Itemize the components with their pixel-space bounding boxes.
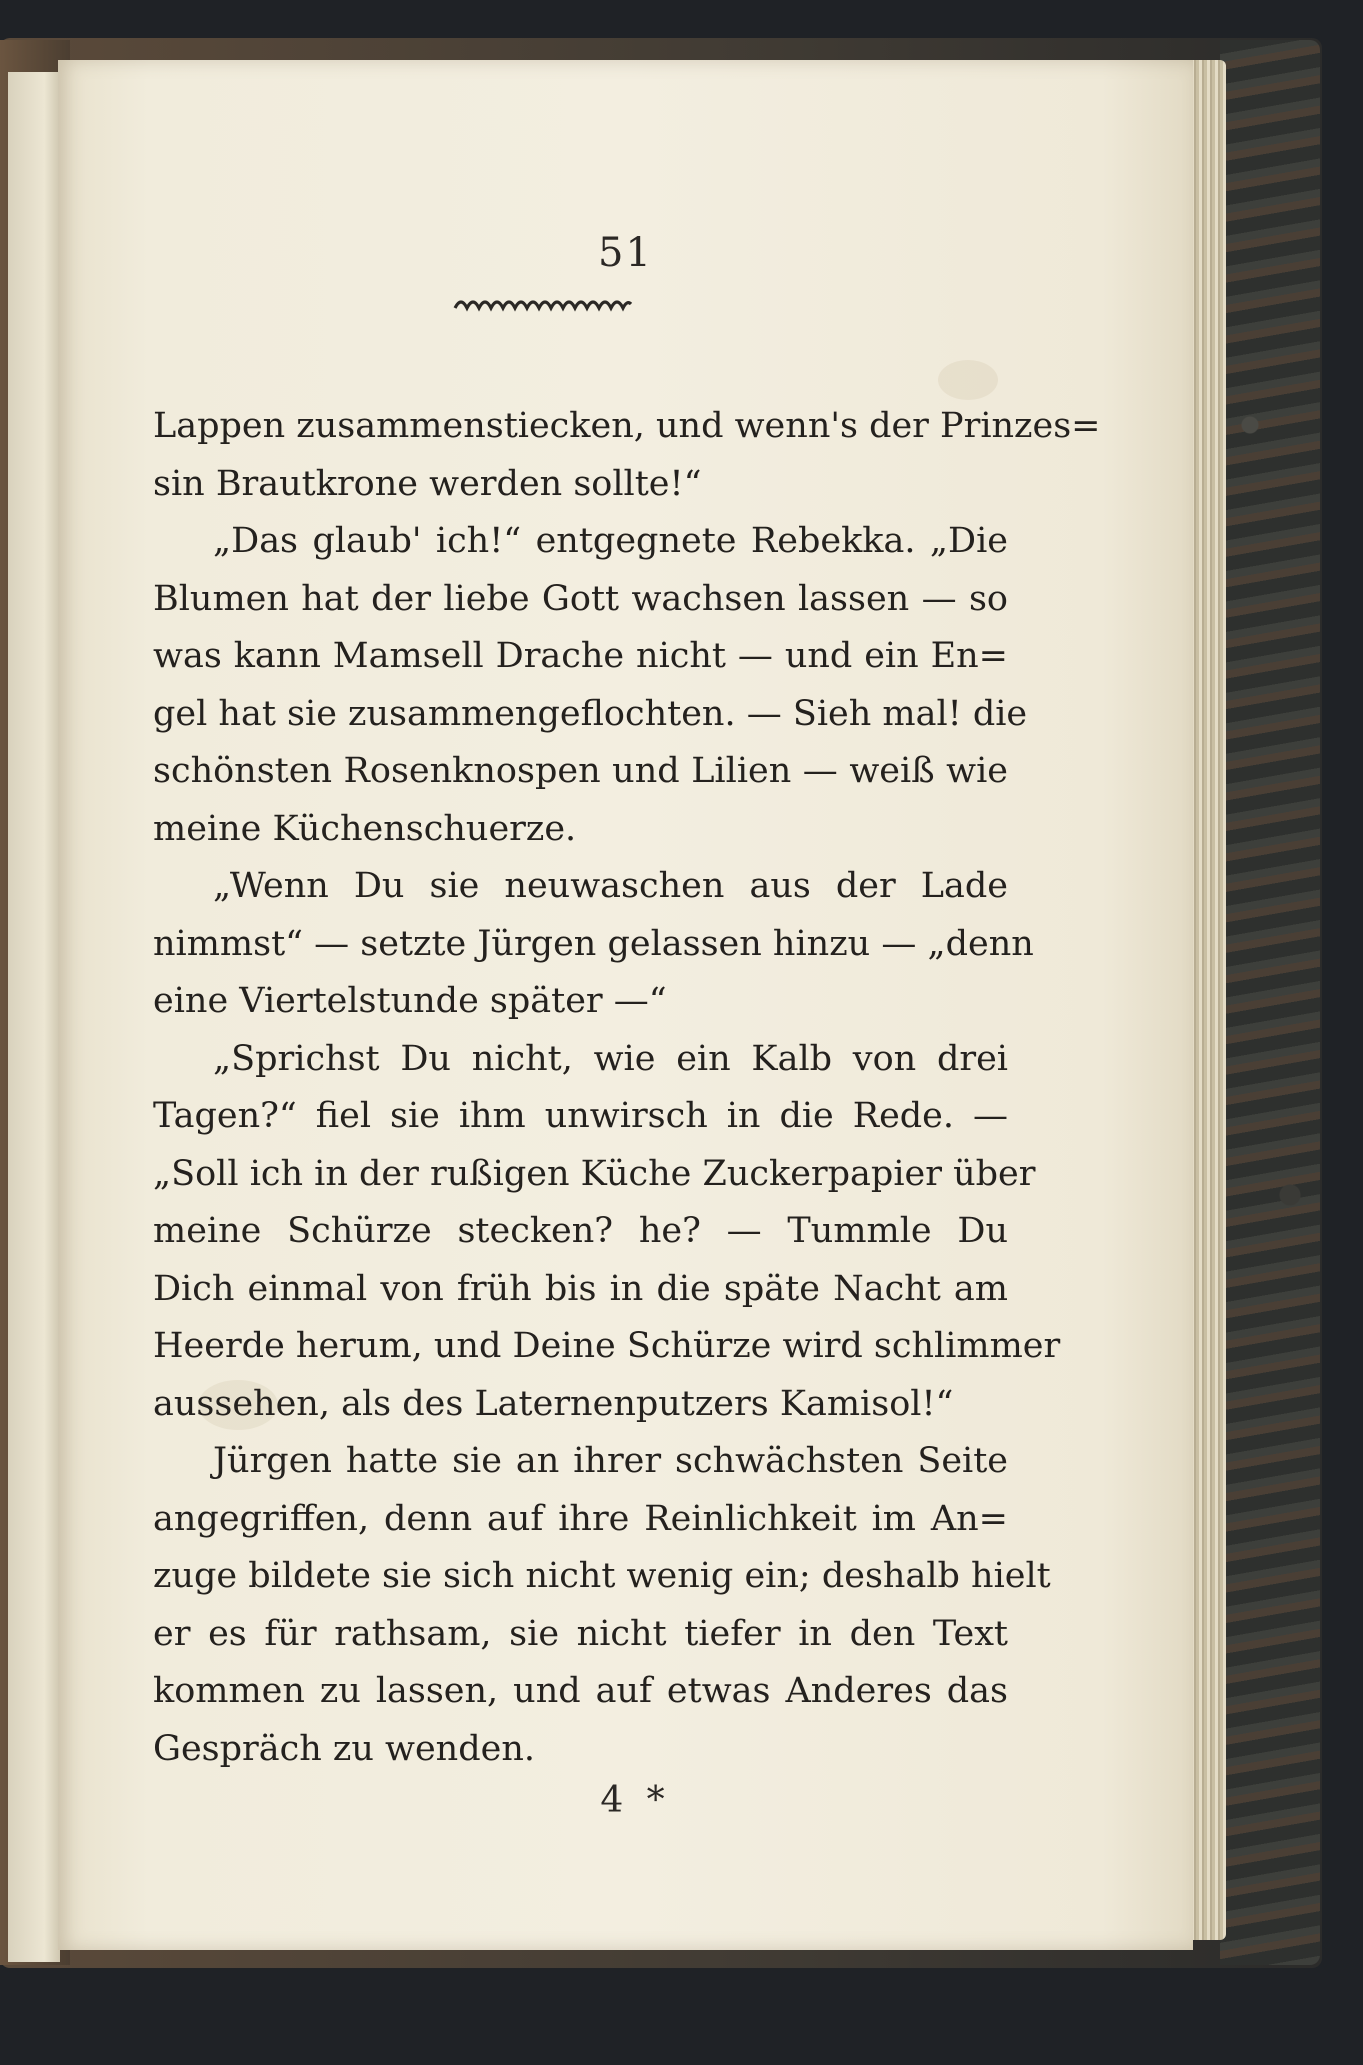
signature-mark: 4 * [600,1780,671,1821]
text-line: meine Küchenschuerze. [153,808,577,849]
text-line: gel hat sie zusammengeflochten. — Sieh mal! die [153,693,1028,734]
text-line: „Sprichst Du nicht, wie ein Kalb von drei [213,1038,1008,1079]
text-line: „Soll ich in der rußigen Küche Zuckerpapier über [153,1153,1036,1194]
text-line: er es für rathsam, sie nicht tiefer in den Text [153,1613,1008,1654]
text-line: nimmst“ — setzte Jürgen gelassen hinzu — „denn [153,923,1034,964]
cover-right-marbled [1220,40,1320,1965]
text-line: Gespräch zu wenden. [153,1728,536,1769]
page-number: 51 [598,230,653,276]
text-line: „Wenn Du sie neuwaschen aus der Lade [213,866,1008,906]
ornament-divider [453,292,633,314]
text-line: „Das glaub' ich!“ entgegnete Rebekka. „Die [213,521,1008,561]
text-line: was kann Mamsell Drache nicht — und ein En= [153,636,1008,676]
text-line: meine Schürze stecken? he? — Tummle Du [153,1211,1008,1251]
foxing-stain [938,360,998,400]
text-line: Heerde herum, und Deine Schürze wird schlimmer [153,1326,1061,1366]
text-line: Dich einmal von früh bis in die späte Nacht am [153,1268,1008,1309]
text-line: Jürgen hatte sie an ihrer schwächsten Seite [213,1441,1008,1481]
text-line: schönsten Rosenknospen und Lilien — weiß wie [153,751,1008,791]
facing-page-edge [8,72,60,1962]
text-line: Lappen zusammenstiecken, und wenn's der Prinzes= [153,406,1101,446]
text-line: aussehen, als des Laternenputzers Kamisol!“ [153,1383,954,1424]
text-line: eine Viertelstunde später —“ [153,981,667,1021]
body-text [153,398,1101,1778]
book-page [58,60,1193,1950]
text-line: zuge bildete sie sich nicht wenig ein; deshalb hielt [153,1556,1051,1596]
text-line: angegriffen, denn auf ihre Reinlichkeit im An= [153,1498,1008,1539]
text-line: Tagen?“ fiel sie ihm unwirsch in die Rede. — [153,1096,1008,1136]
page-stack-edges [1188,60,1226,1940]
text-line: sin Brautkrone werden sollte!“ [153,463,702,504]
text-line: kommen zu lassen, und auf etwas Anderes das [153,1671,1008,1711]
text-line: Blumen hat der liebe Gott wachsen lassen — so [153,578,1008,619]
